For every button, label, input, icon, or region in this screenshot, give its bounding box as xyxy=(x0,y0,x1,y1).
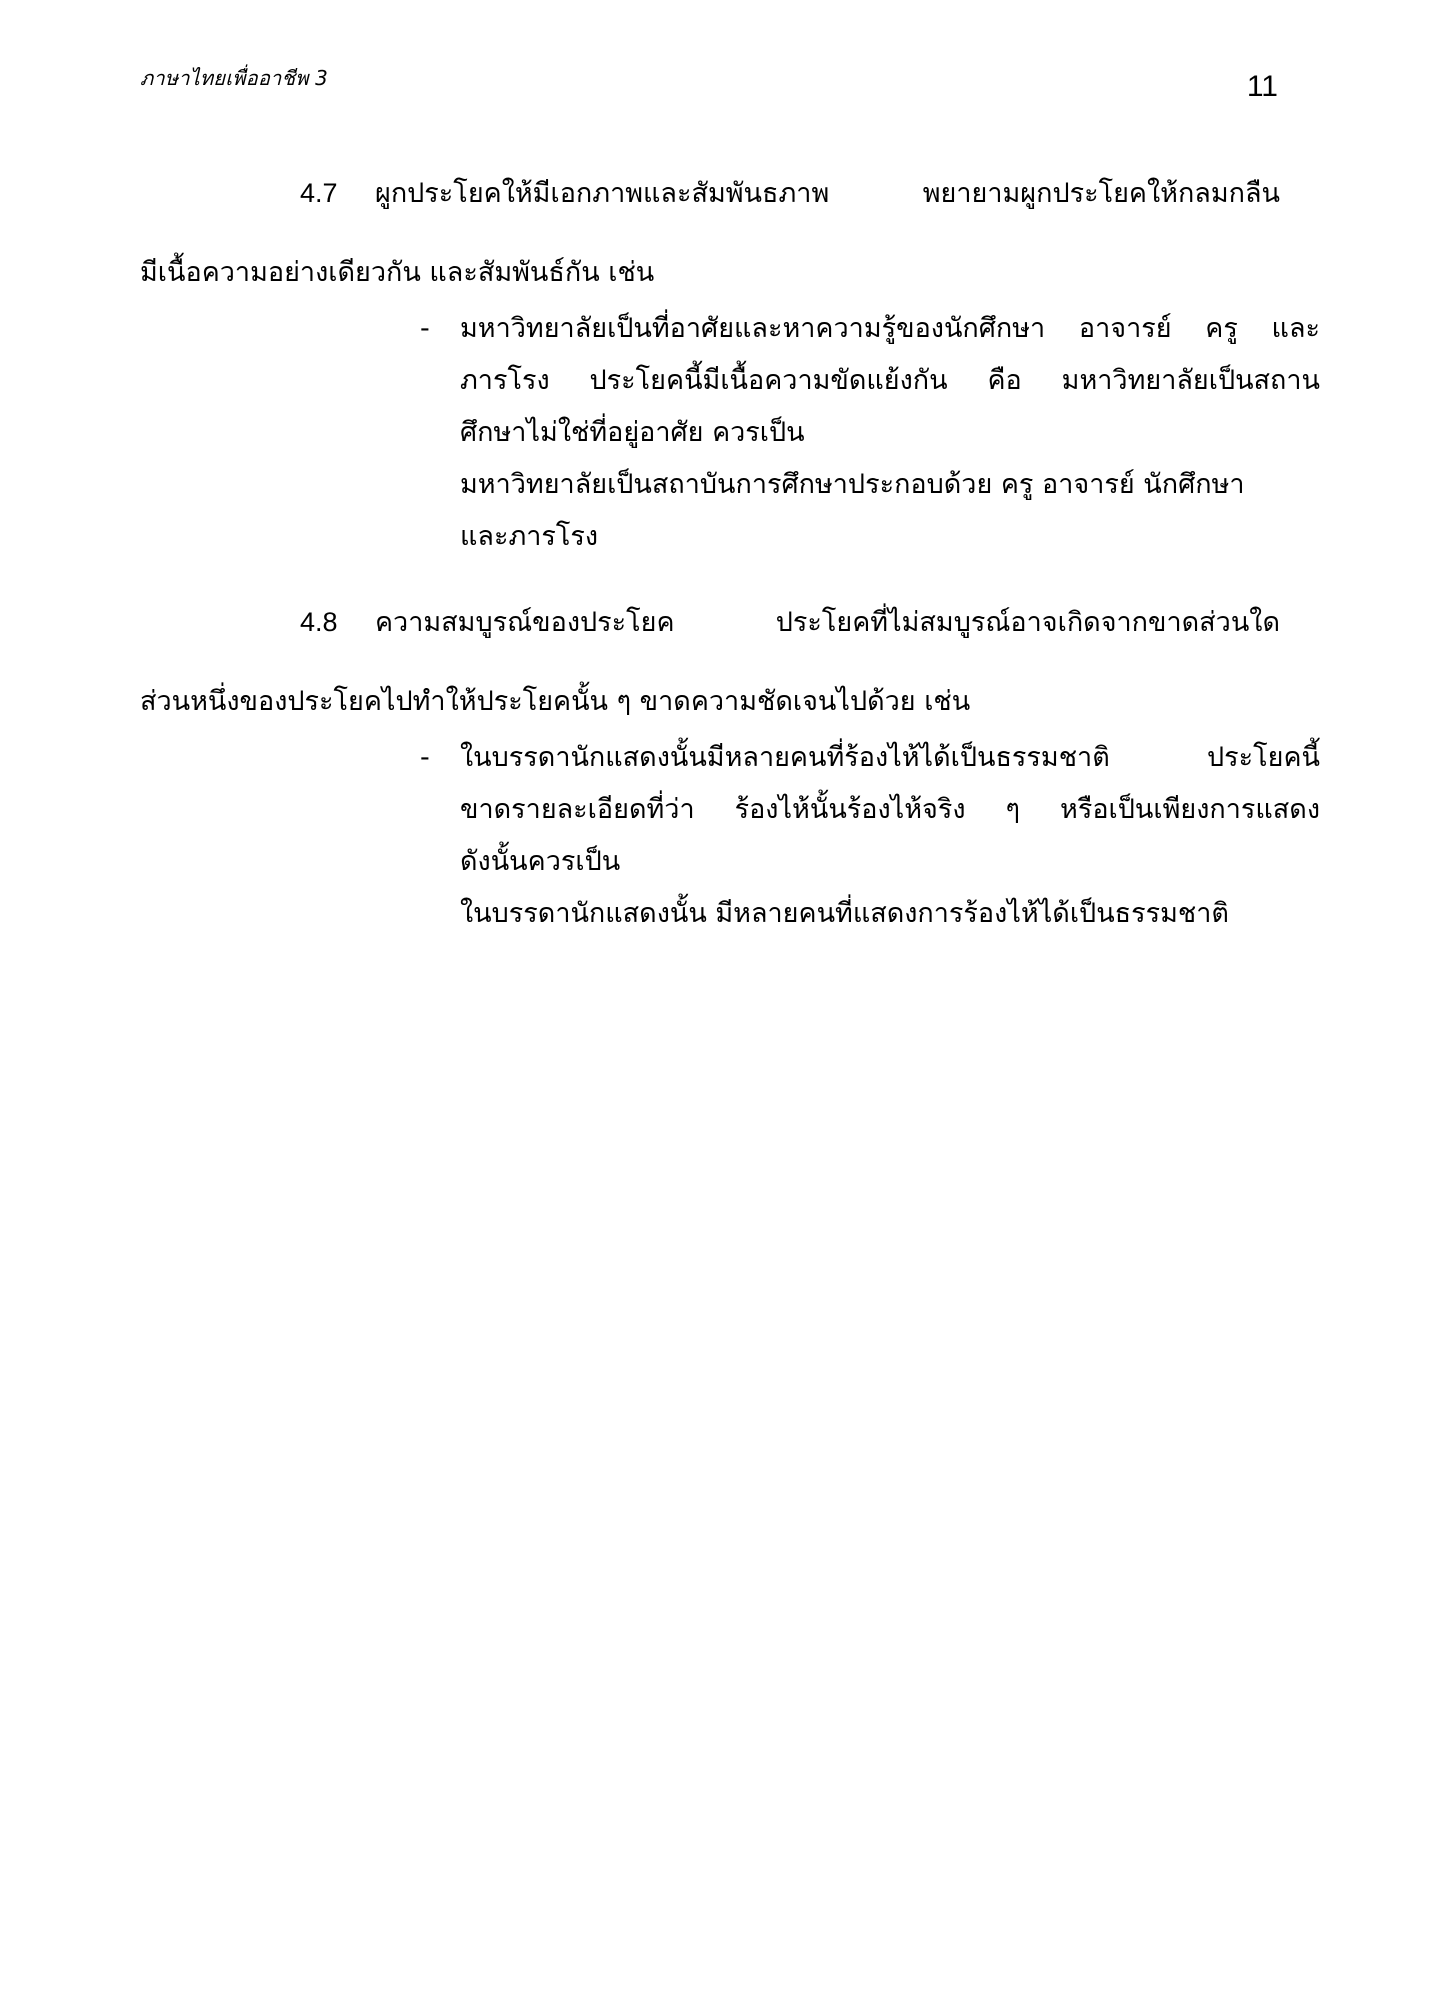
example-correction-line: ในบรรดานักแสดงนั้น มีหลายคนที่แสดงการร้องไห้ได้เป็นธรรมชาติ xyxy=(460,898,1229,929)
bullet-dash: - xyxy=(420,742,430,773)
section-4-8 xyxy=(140,596,1320,940)
example-line: ศึกษาไม่ใช่ที่อยู่อาศัย ควรเป็น xyxy=(460,417,805,448)
section-heading-line xyxy=(140,596,1280,649)
section-continuation-line: ส่วนหนึ่งของประโยคไปทำให้ประโยคนั้น ๆ ขาดความชัดเจนไปด้วย เช่น xyxy=(140,686,971,717)
section-continuation-line: มีเนื้อความอย่างเดียวกัน และสัมพันธ์กัน เช่น xyxy=(140,257,655,288)
example-line: มหาวิทยาลัยเป็นที่อาศัยและหาความรู้ของนักศึกษา อาจารย์ ครู และ xyxy=(460,313,1320,344)
example-item xyxy=(420,732,1320,940)
example-line: ดังนั้นควรเป็น xyxy=(460,846,621,877)
page-body xyxy=(140,140,1320,940)
section-number: 4.8 xyxy=(300,607,338,637)
section-4-7 xyxy=(140,167,1320,563)
example-line: ในบรรดานักแสดงนั้นมีหลายคนที่ร้องไห้ได้เป็นธรรมชาติ ประโยคนี้ xyxy=(460,742,1320,773)
example-line: ภารโรง ประโยคนี้มีเนื้อความขัดแย้งกัน คือ มหาวิทยาลัยเป็นสถาน xyxy=(460,365,1320,396)
example-item xyxy=(420,303,1320,563)
section-heading-text: ผูกประโยคให้มีเอกภาพและสัมพันธภาพ พยายามผูกประโยคให้กลมกลืน xyxy=(375,178,1280,209)
example-line: ขาดรายละเอียดที่ว่า ร้องไห้นั้นร้องไห้จริง ๆ หรือเป็นเพียงการแสดง xyxy=(460,794,1320,825)
running-header-title: ภาษาไทยเพื่ออาชีพ 3 xyxy=(140,66,329,90)
section-number: 4.7 xyxy=(300,178,338,208)
page-number: 11 xyxy=(1246,70,1278,103)
section-heading-text: ความสมบูรณ์ของประโยค ประโยคที่ไม่สมบูรณ์อาจเกิดจากขาดส่วนใด xyxy=(375,607,1280,638)
section-heading-line xyxy=(140,167,1280,220)
example-correction-line: มหาวิทยาลัยเป็นสถาบันการศึกษาประกอบด้วย ครู อาจารย์ นักศึกษา xyxy=(460,469,1245,500)
bullet-dash: - xyxy=(420,313,430,344)
example-correction-line: และภารโรง xyxy=(460,521,599,552)
